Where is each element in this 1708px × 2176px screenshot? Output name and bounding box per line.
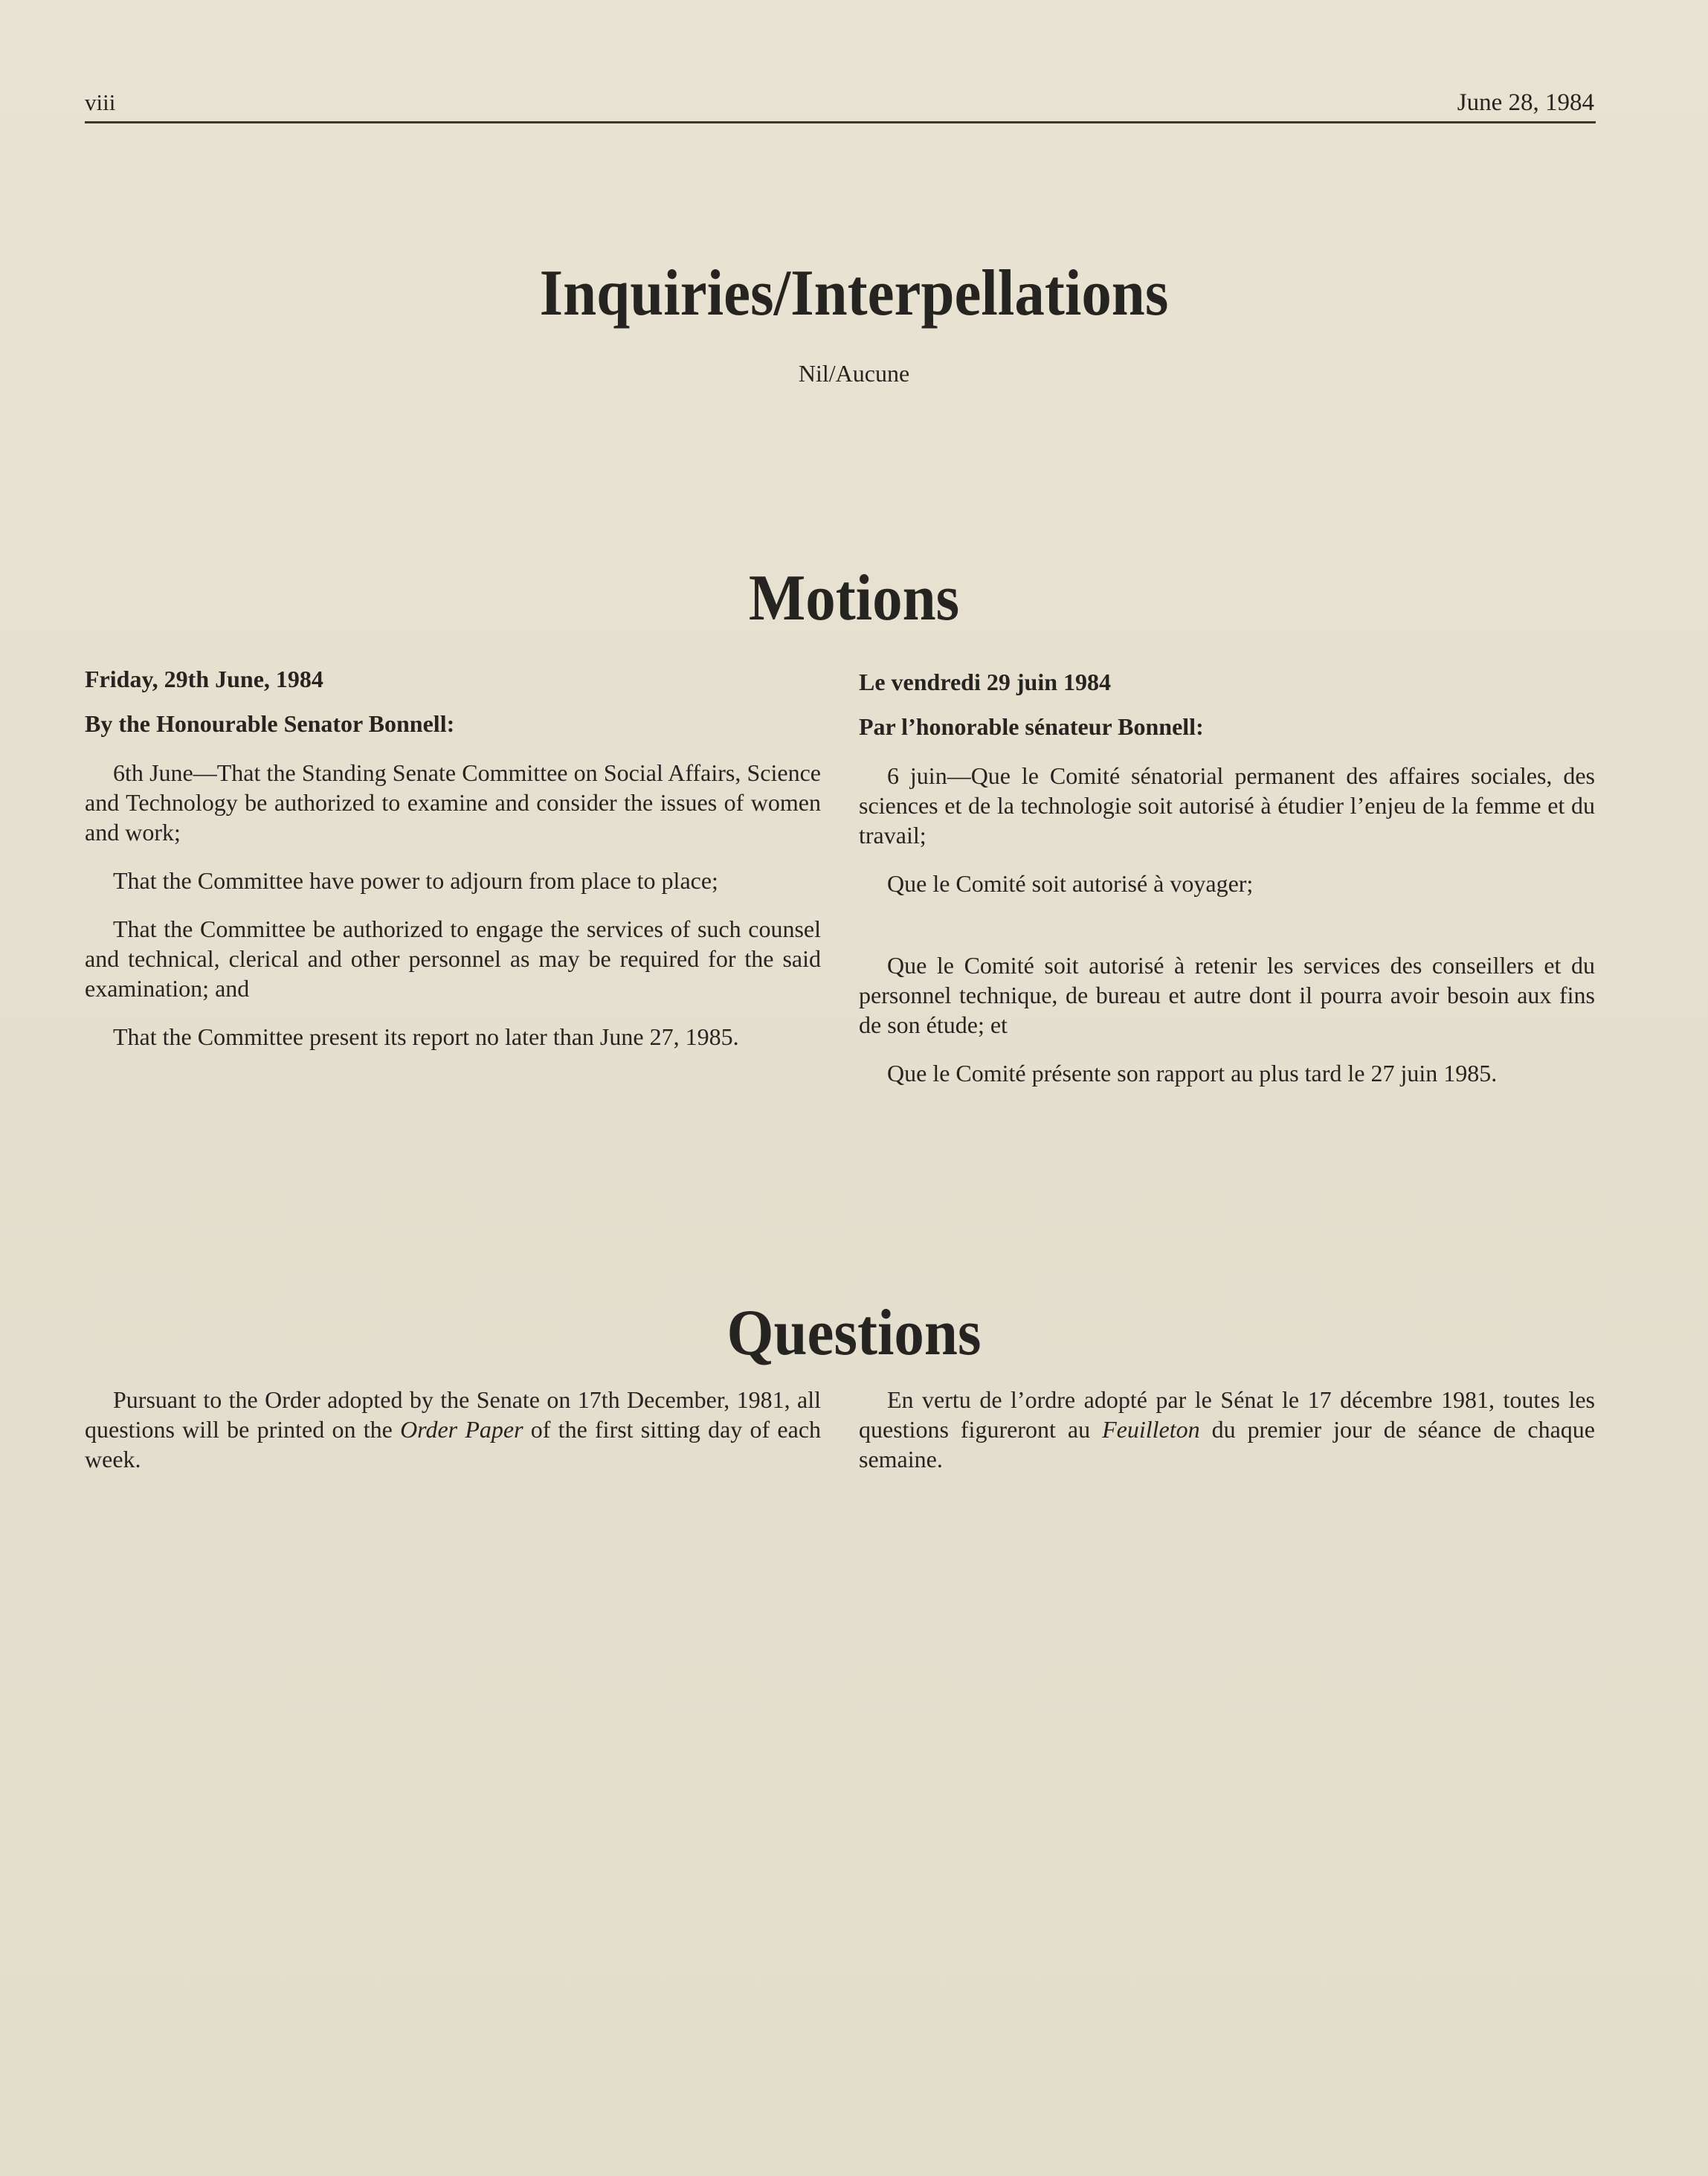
motions-french-column — [859, 667, 1595, 1107]
questions-french-paragraph — [859, 1385, 1595, 1474]
questions-title: Questions — [726, 1297, 982, 1369]
motions-english-paragraph: That the Committee have power to adjourn from place to place; — [113, 867, 718, 894]
motions-french-paragraph: Que le Comité soit autorisé à retenir les services des conseillers et du personnel technique, de bureau et autre dont il pourra avoir besoin aux fins de son étude; et — [859, 952, 1595, 1038]
questions-english-paragraph — [85, 1385, 821, 1474]
motions-french-by: Par l’honorable sénateur Bonnell: — [859, 713, 1204, 740]
feuilleton-italic: Feuilleton — [1102, 1416, 1200, 1443]
page-header — [85, 85, 1594, 123]
questions-french-text: En vertu de l’ordre adopté par le Sénat le 17 décembre 1981, toutes les questions figureront au — [859, 1386, 1595, 1443]
inquiries-nil: Nil/Aucune — [798, 360, 910, 387]
questions-english-text-end: of the first sitting day of each week. — [85, 1416, 822, 1472]
motions-english-paragraph: 6th June—That the Standing Senate Committee on Social Affairs, Science and Technology be authorized to examine and consider the issues of women and work; — [85, 759, 821, 846]
motions-english-by: By the Honourable Senator Bonnell: — [85, 710, 455, 737]
motions-english-date: Friday, 29th June, 1984 — [85, 666, 323, 692]
questions-french-column — [859, 1385, 1595, 1493]
motions-english-paragraph: That the Committee present its report no later than June 27, 1985. — [113, 1023, 739, 1050]
motions-english-paragraph: That the Committee be authorized to engage the services of such counsel and technical, clerical and other personnel as may be required for the said examination; and — [85, 915, 821, 1002]
questions-english-text: Pursuant to the Order adopted by the Senate on 17th December, 1981, all questions will be printed on the — [85, 1386, 821, 1443]
header-rule — [85, 121, 1596, 123]
questions-french-text-end: du premier jour de séance de chaque semaine. — [859, 1416, 1596, 1472]
order-paper-italic: Order Paper — [400, 1416, 523, 1443]
motions-french-paragraph: Que le Comité soit autorisé à voyager; — [887, 870, 1254, 897]
motions-french-paragraph: Que le Comité présente son rapport au plus tard le 27 juin 1985. — [887, 1060, 1498, 1087]
inquiries-title: Inquiries/Interpellations — [539, 257, 1169, 329]
motions-french-paragraph: 6 juin—Que le Comité sénatorial permanent des affaires sociales, des sciences et de la technologie soit autorisé à étudier l’enjeu de la femme et du travail; — [859, 762, 1595, 849]
header-date: June 28, 1984 — [1457, 89, 1594, 116]
motions-french-date: Le vendredi 29 juin 1984 — [859, 669, 1111, 695]
motions-english-column — [85, 664, 821, 1070]
motions-title: Motions — [748, 562, 960, 634]
questions-english-column — [85, 1385, 821, 1493]
page-number: viii — [85, 89, 116, 115]
